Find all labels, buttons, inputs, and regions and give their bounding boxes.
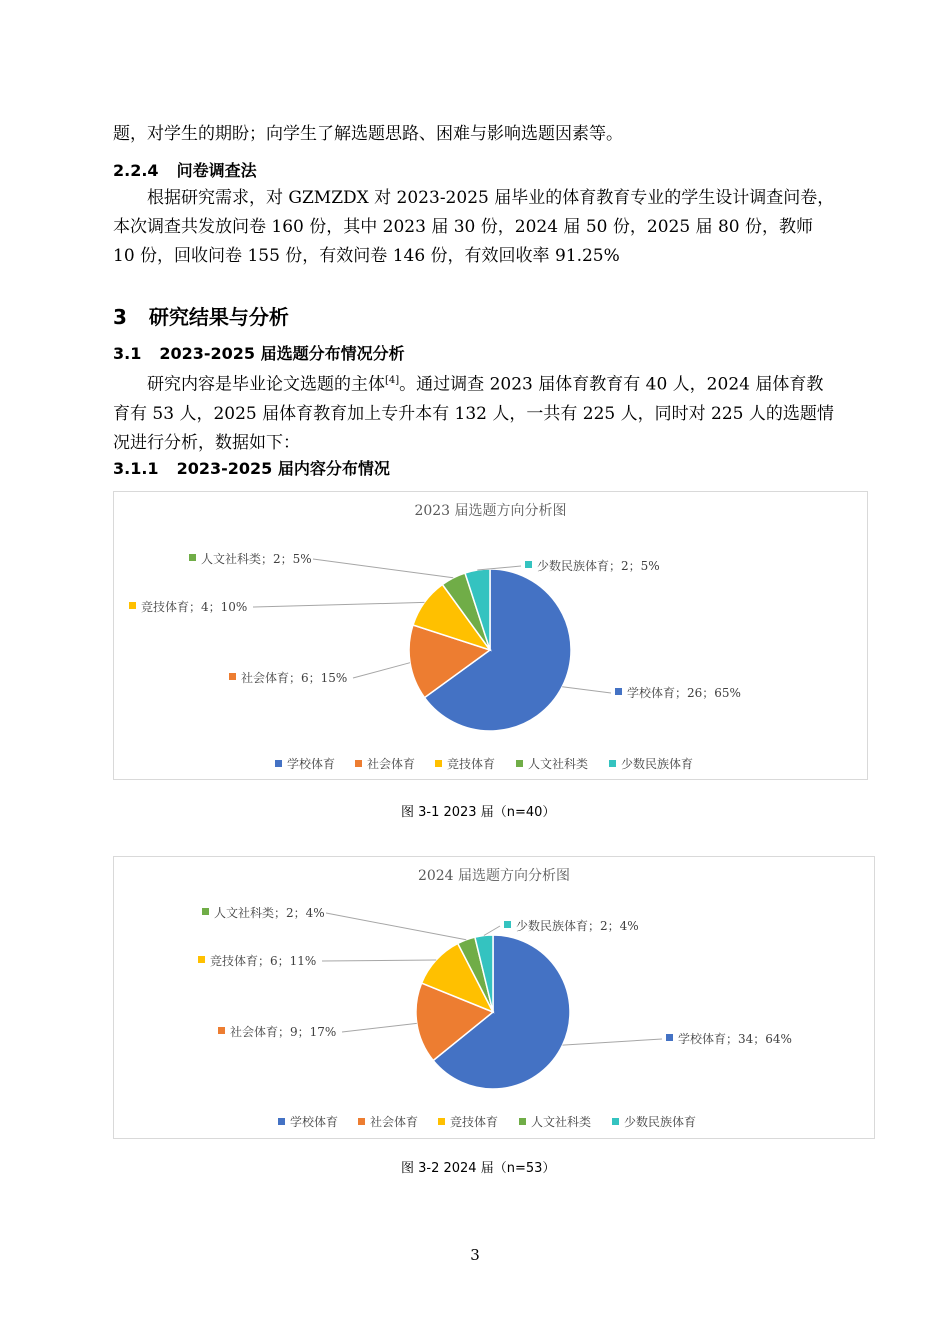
data-label: 少数民族体育；2；5% [537,559,660,573]
label-key [129,602,136,609]
leader-line [562,687,611,693]
legend-swatch [438,1118,445,1125]
label-key [504,921,511,928]
heading-3-1: 3.1 2023-2025 届选题分布情况分析 [113,344,405,363]
legend-label: 社会体育 [367,757,416,771]
paragraph-distribution: 研究内容是毕业论文选题的主体[4]。通过调查 2023 届体育教育有 40 人，2024 届体育教育有 53 人，2025 届体育教育加上专升本有 132 人，一共有 225 人，同时对 225 人的选题情况进行分析，数据如下： [113,374,834,453]
legend-swatch [519,1118,526,1125]
legend-swatch [435,760,442,767]
legend-label: 学校体育 [287,757,336,771]
chart-title: 2023 届选题方向分析图 [414,503,567,519]
legend-swatch [278,1118,285,1125]
leader-line [313,559,453,578]
leader-line [563,1039,663,1045]
data-label: 社会体育；9；17% [230,1025,337,1039]
heading-3-1-1: 3.1.1 2023-2025 届内容分布情况 [113,459,390,478]
data-label: 学校体育；26；65% [627,686,741,700]
leader-line [342,1023,417,1032]
label-key [525,561,532,568]
data-label: 人文社科类；2；4% [214,906,325,920]
pie-chart-2023 [113,491,868,780]
legend-swatch [355,760,362,767]
leader-line [353,663,410,678]
legend-label: 竞技体育 [447,757,496,771]
label-key [615,688,622,695]
legend-label: 人文社科类 [528,757,589,771]
data-label: 人文社科类；2；5% [201,552,312,566]
data-label: 学校体育；34；64% [678,1032,792,1046]
paragraph-continued: 题，对学生的期盼；向学生了解选题思路、困难与影响选题因素等。 [113,124,623,144]
label-key [229,673,236,680]
label-key [218,1027,225,1034]
pie-chart-svg [114,857,874,1138]
heading-2-2-4: 2.2.4 问卷调查法 [113,161,257,180]
legend-label: 少数民族体育 [621,757,694,771]
leader-line [326,913,466,940]
leader-line [253,602,425,607]
leader-line [322,960,436,961]
page-number: 3 [470,1246,480,1264]
legend-label: 人文社科类 [531,1115,592,1129]
legend-label: 竞技体育 [450,1115,499,1129]
pie-chart-2024 [113,856,875,1139]
data-label: 少数民族体育；2；4% [516,919,639,933]
data-label: 社会体育；6；15% [241,671,348,685]
paragraph-survey: 根据研究需求，对 GZMZDX 对 2023-2025 届毕业的体育教育专业的学生设计调查问卷，本次调查共发放问卷 160 份，其中 2023 届 30 份，2024 届 50 份，2025 届 80 份，教师 10 份，回收问卷 155 份，有效问卷 146 份，有效回收率 91.25% [113,188,835,266]
chart-title: 2024 届选题方向分析图 [417,868,571,884]
label-key [202,908,209,915]
heading-3: 3 研究结果与分析 [113,305,289,329]
legend-label: 社会体育 [370,1115,419,1129]
legend-swatch [612,1118,619,1125]
legend-swatch [275,760,282,767]
legend-swatch [516,760,523,767]
legend-swatch [609,760,616,767]
label-key [198,956,205,963]
data-label: 竞技体育；6；11% [210,954,317,968]
figure-caption-3-2: 图 3-2 2024 届（n=53） [401,1161,556,1176]
legend-swatch [358,1118,365,1125]
citation-ref: [4] [385,375,400,386]
figure-caption-3-1: 图 3-1 2023 届（n=40） [401,805,556,820]
legend-label: 少数民族体育 [624,1115,697,1129]
label-key [666,1034,673,1041]
pie-chart-svg [114,492,867,779]
leader-line [484,926,500,936]
legend-label: 学校体育 [290,1115,339,1129]
label-key [189,554,196,561]
data-label: 竞技体育；4；10% [141,600,248,614]
